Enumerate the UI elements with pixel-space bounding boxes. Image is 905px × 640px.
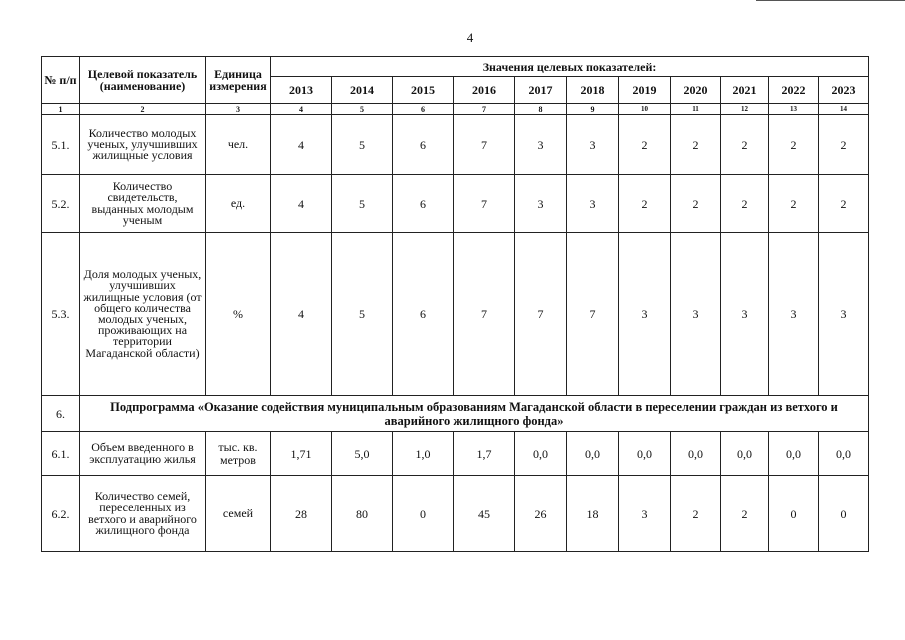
value-cell: 3 [721,233,769,396]
table-row [42,476,869,552]
value-cell: 0,0 [769,432,819,476]
value-cell: 1,7 [454,432,515,476]
unit-cell: семей [206,476,271,552]
value-cell: 2 [619,175,671,233]
header-unit: Единица измерения [206,57,271,104]
column-number: 11 [671,104,721,115]
column-number: 2 [80,104,206,115]
table-row [42,115,869,175]
indicator-name: Количество молодых ученых, улучшивших жилищные условия [80,115,206,175]
value-cell: 7 [454,115,515,175]
value-cell: 2 [671,476,721,552]
year-header: 2015 [393,77,454,104]
table-row [42,233,869,396]
value-cell: 45 [454,476,515,552]
value-cell: 0 [819,476,869,552]
value-cell: 5 [332,115,393,175]
row-number: 6.1. [42,432,80,476]
column-number: 3 [206,104,271,115]
value-cell: 0,0 [721,432,769,476]
value-cell: 7 [515,233,567,396]
value-cell: 4 [271,115,332,175]
value-cell: 5 [332,233,393,396]
value-cell: 2 [619,115,671,175]
value-cell: 6 [393,175,454,233]
page-top-rule [756,0,905,1]
column-number: 1 [42,104,80,115]
value-cell: 3 [769,233,819,396]
column-number: 4 [271,104,332,115]
value-cell: 7 [454,233,515,396]
column-number: 13 [769,104,819,115]
row-number: 5.2. [42,175,80,233]
value-cell: 2 [819,175,869,233]
value-cell: 80 [332,476,393,552]
row-number: 6. [42,396,80,432]
column-number: 5 [332,104,393,115]
value-cell: 4 [271,175,332,233]
value-cell: 7 [454,175,515,233]
value-cell: 0 [393,476,454,552]
value-cell: 3 [567,115,619,175]
year-header: 2014 [332,77,393,104]
column-number: 14 [819,104,869,115]
subprogram-row [42,396,869,432]
value-cell: 7 [567,233,619,396]
target-indicators-table [41,56,869,552]
column-number: 8 [515,104,567,115]
indicator-name: Количество свидетельств, выданных молодым ученым [80,175,206,233]
value-cell: 3 [515,175,567,233]
value-cell: 3 [619,233,671,396]
value-cell: 26 [515,476,567,552]
value-cell: 3 [671,233,721,396]
value-cell: 3 [515,115,567,175]
table-row [42,432,869,476]
unit-cell: ед. [206,175,271,233]
value-cell: 6 [393,115,454,175]
unit-cell: тыс. кв. метров [206,432,271,476]
value-cell: 0,0 [619,432,671,476]
year-header: 2020 [671,77,721,104]
value-cell: 1,71 [271,432,332,476]
subprogram-title: Подпрограмма «Оказание содействия муниципальным образованиям Магаданской области в переселении граждан из ветхого и аварийного жилищного фонда» [80,396,869,432]
value-cell: 6 [393,233,454,396]
header-num: № п/п [42,57,80,104]
value-cell: 18 [567,476,619,552]
row-number: 5.1. [42,115,80,175]
column-number: 7 [454,104,515,115]
value-cell: 0,0 [567,432,619,476]
header-values-group: Значения целевых показателей: [271,57,869,77]
value-cell: 2 [671,175,721,233]
value-cell: 3 [619,476,671,552]
page-number: 4 [466,30,474,45]
column-number: 10 [619,104,671,115]
value-cell: 2 [721,476,769,552]
year-header: 2021 [721,77,769,104]
indicator-name: Количество семей, переселенных из ветхого и аварийного жилищного фонда [80,476,206,552]
header-indicator: Целевой показатель (наименование) [80,57,206,104]
value-cell: 0 [769,476,819,552]
column-number: 6 [393,104,454,115]
row-number: 6.2. [42,476,80,552]
unit-cell: % [206,233,271,396]
value-cell: 2 [721,175,769,233]
year-header: 2013 [271,77,332,104]
year-header: 2018 [567,77,619,104]
value-cell: 0,0 [515,432,567,476]
column-number: 12 [721,104,769,115]
value-cell: 2 [769,175,819,233]
value-cell: 2 [721,115,769,175]
table-row [42,175,869,233]
unit-cell: чел. [206,115,271,175]
year-header: 2022 [769,77,819,104]
value-cell: 3 [819,233,869,396]
value-cell: 4 [271,233,332,396]
year-header: 2016 [454,77,515,104]
year-header: 2023 [819,77,869,104]
year-header: 2017 [515,77,567,104]
value-cell: 2 [671,115,721,175]
value-cell: 3 [567,175,619,233]
value-cell: 0,0 [671,432,721,476]
value-cell: 5 [332,175,393,233]
column-number: 9 [567,104,619,115]
row-number: 5.3. [42,233,80,396]
indicator-name: Объем введенного в эксплуатацию жилья [80,432,206,476]
value-cell: 2 [769,115,819,175]
value-cell: 28 [271,476,332,552]
value-cell: 2 [819,115,869,175]
value-cell: 0,0 [819,432,869,476]
year-header: 2019 [619,77,671,104]
value-cell: 5,0 [332,432,393,476]
indicator-name: Доля молодых ученых, улучшивших жилищные условия (от общего количества молодых ученых, проживающих на территории Магаданской области) [80,233,206,396]
value-cell: 1,0 [393,432,454,476]
